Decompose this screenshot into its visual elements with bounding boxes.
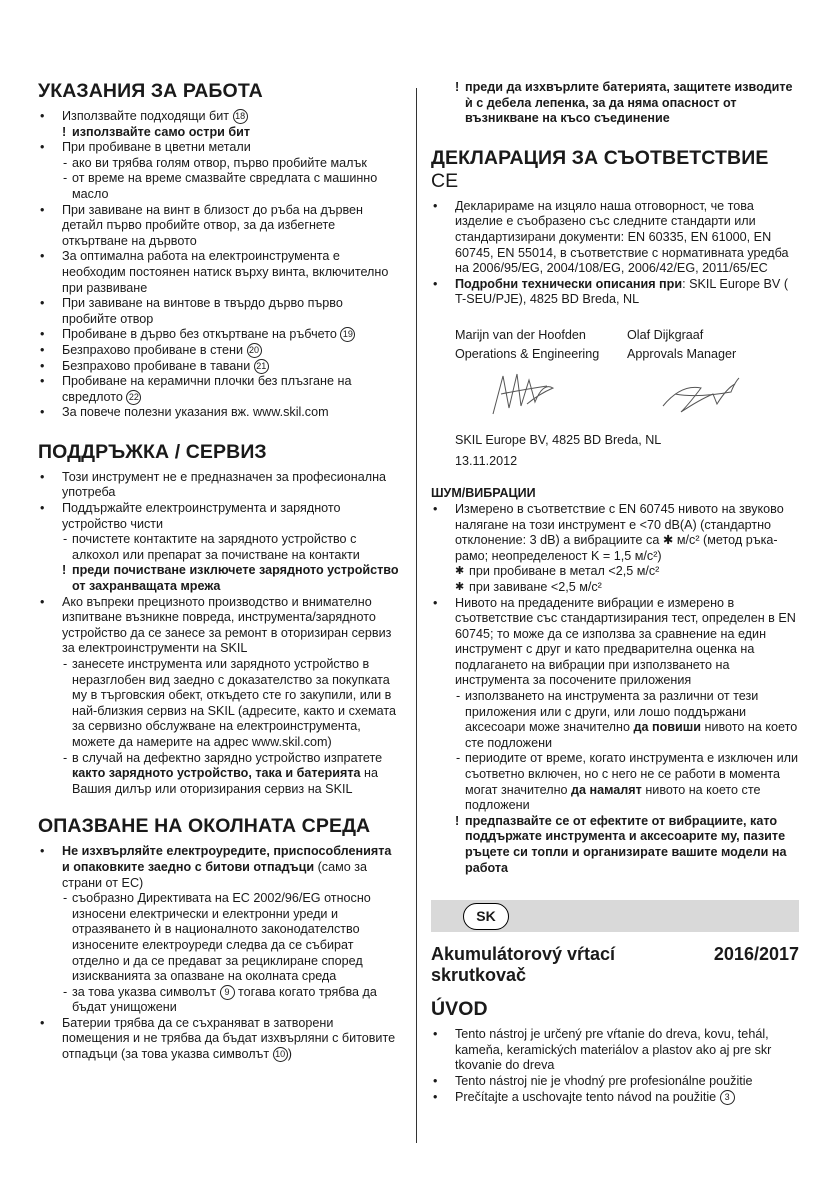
signatory-name: Marijn van der Hoofden [455, 327, 586, 342]
list-item: • Tento nástroj nie je vhodný pre profesionálne použitie [431, 1074, 799, 1090]
list-item: • Безпрахово пробиване в тавани 21 [38, 359, 400, 375]
figure-ref: 18 [233, 109, 248, 124]
list-item: • При завиване на винт в близост до ръба на дървен детайл първо пробийте отвор, за да избегнете откъртване на дървото [38, 203, 400, 250]
sub-item: - почистете контактите на зарядното устройство с алкохол или препарат за почистване на контакти [38, 532, 400, 563]
date: 13.11.2012 [455, 453, 518, 468]
figure-ref: 19 [340, 327, 355, 342]
list-item: • Не изхвърляйте електроуредите, приспособленията и опаковките заедно с битови отпадъци (само за страни от ЕС) [38, 844, 400, 891]
signatory-role: Approvals Manager [627, 346, 737, 361]
section-title-declaration: ДЕКЛАРАЦИЯ ЗА СЪОТВЕТСТВИЕ CE [431, 146, 769, 192]
signature-2-icon [663, 378, 739, 412]
section-title-environment: ОПАЗВАНЕ НА ОКОЛНАТА СРЕДА [38, 815, 371, 838]
figure-ref: 22 [126, 390, 141, 405]
star-item: ✱ при пробиване в метал <2,5 м/с² [431, 564, 799, 580]
warning-note: ! предпазвайте се от ефектите от вибрациите, като поддържате инструмента и аксесоарите му, пазите ръцете си топли и организирате вашите модели на работа [431, 814, 799, 876]
figure-ref: 21 [254, 359, 269, 374]
column-divider [416, 88, 417, 1143]
star-item: ✱ при завиване <2,5 м/с² [431, 580, 799, 596]
language-badge: SK [463, 903, 509, 930]
signatures [431, 364, 799, 422]
sub-item: - използването на инструмента за различни от тези приложения или с други, или лошо поддържани аксесоари може значително да повиши нивото на което сте подложени [431, 689, 799, 751]
list-item: • Ако въпреки прецизното производство и внимателно изпитване възникне повреда, инструмента/зарядното устройство да се занесе за ремонт в оторизиран сервиз за електроинструменти на SKIL [38, 595, 400, 657]
signatory-role: Operations & Engineering [455, 346, 600, 361]
figure-ref: 9 [220, 985, 235, 1000]
section-title-operation: УКАЗАНИЯ ЗА РАБОТА [38, 80, 263, 102]
list-item: • Prečítajte a uschovajte tento návod na použitie 3 [431, 1090, 799, 1106]
warning-note: ! използвайте само остри бит [38, 125, 400, 141]
list-item: • Декларираме на изцяло наша отговорност, че това изделие е съобразено със следните стандарти или стандартизирани документи: EN 60335, EN 61000, EN 60745, EN 55014, в съответствие с нормативната уредба на 2006/95/EG, 2004/108/EG, 2006/42/EG, 2011/65/EC [431, 199, 799, 277]
list-item: • За оптимална работа на електроинструмента е необходим постоянен натиск върху винта, включително при развиване [38, 249, 400, 296]
signatories [431, 326, 799, 364]
warning-note: ! преди почистване изключете зарядното устройство от захранващата мрежа [38, 563, 400, 594]
ce-mark-icon: CE [431, 169, 459, 192]
sub-item: - съобразно Директивата на ЕС 2002/96/EG относно износени електрически и електронни уреди и отразяването ѝ в националното законодателство износените електроуреди следва да се събират отделно и да се предават за рециклиране според изискванията за опазване на околната среда [38, 891, 400, 985]
sub-item: - периодите от време, когато инструмента е изключен или съответно включен, но с него не се работи в момента могат значително да намалят нивото на което сте подложени [431, 751, 799, 813]
list-item: • Батерии трябва да се съхраняват в затворени помещения и не трябва да бъдат изхвърляни с битовите отпадъци (за това указва символът 10 ) [38, 1016, 400, 1063]
language-bar [431, 900, 799, 932]
figure-ref: 20 [247, 343, 262, 358]
list-item: • Пробиване на керамични плочки без плъзгане на свредлото 22 [38, 374, 400, 405]
list-item: • Безпрахово пробиване в стени 20 [38, 343, 400, 359]
list-item: • Пробиване в дърво без откъртване на ръбчето 19 [38, 327, 400, 343]
product-header [431, 944, 799, 986]
list-item: • Измерено в съответствие с EN 60745 нивото на звуково налягане на този инструмент е <70 dB(A) (стандартно отклонение: 3 dB) а вибрациите са ✱ м/с² (метод ръка-рамо; неопределеност K = 1,5 м/с²) [431, 502, 799, 564]
right-column [431, 80, 799, 1105]
sub-item: - от време на време смазвайте свредлата с машинно масло [38, 171, 400, 202]
product-name: Akumulátorový vŕtací skrutkovač [431, 944, 616, 986]
list-item: • Tento nástroj je určený pre vŕtanie do dreva, kovu, tehál, kameňa, keramických materiálov a plastov ako aj pre skr tkovanie do dreva [431, 1027, 799, 1074]
section-title-service: ПОДДРЪЖКА / СЕРВИЗ [38, 440, 267, 463]
sub-item: - ако ви трябва голям отвор, първо пробийте малък [38, 156, 400, 172]
left-column [38, 80, 400, 1063]
sub-item: - за това указва символът 9 тогава когато трябва да бъдат унищожени [38, 985, 400, 1016]
company-address: SKIL Europe BV, 4825 BD Breda, NL [455, 432, 662, 447]
figure-ref: 3 [720, 1090, 735, 1105]
list-item: • Използвайте подходящи бит 18 [38, 109, 400, 125]
list-item: • Подробни технически описания при: SKIL Europe BV ( T-SEU/PJE), 4825 BD Breda, NL [431, 277, 799, 308]
list-item: • Нивото на предадените вибрации е измерено в съответствие със стандартизирания тест, определен в EN 60745; то може да се използва за сравнение на един инструмент с друг и като предварителна оценка на подлагането на вибрации при използването на инструмента за посочените приложения [431, 596, 799, 690]
figure-ref: 10 [273, 1047, 288, 1062]
sub-item: - занесете инструмента или зарядното устройство в неразглобен вид заедно с доказателство за покупката му в търговския обект, откъдето сте го закупили, или в най-близкия сервиз на SKIL (адресите, както и схемата за сервизно обслужване на електроинструмента, можете да намерите на адрес www.skil.com) [38, 657, 400, 751]
signatory-name: Olaf Dijkgraaf [627, 327, 704, 342]
signature-1-icon [493, 374, 553, 414]
section-title-intro: ÚVOD [431, 998, 488, 1021]
list-item: • Поддържайте електроинструмента и зарядното устройство чисти [38, 501, 400, 532]
sub-item: - в случай на дефектно зарядно устройство изпратете както зарядното устройство, така и батерията на Вашия дилър или оторизирания сервиз на SKIL [38, 751, 400, 798]
section-title-noise: ШУМ/ВИБРАЦИИ [431, 485, 536, 500]
list-item: • При завиване на винтове в твърдо дърво първо пробийте отвор [38, 296, 400, 327]
warning-note: ! преди да изхвърлите батерията, защитете изводите ѝ с дебела лепенка, за да няма опасност от възникване на късо съединение [431, 80, 799, 127]
list-item: • При пробиване в цветни метали [38, 140, 400, 156]
model-number: 2016/2017 [713, 944, 799, 965]
list-item: • Този инструмент не е предназначен за професионална употреба [38, 470, 400, 501]
list-item: • За повече полезни указания вж. www.skil.com [38, 405, 400, 421]
